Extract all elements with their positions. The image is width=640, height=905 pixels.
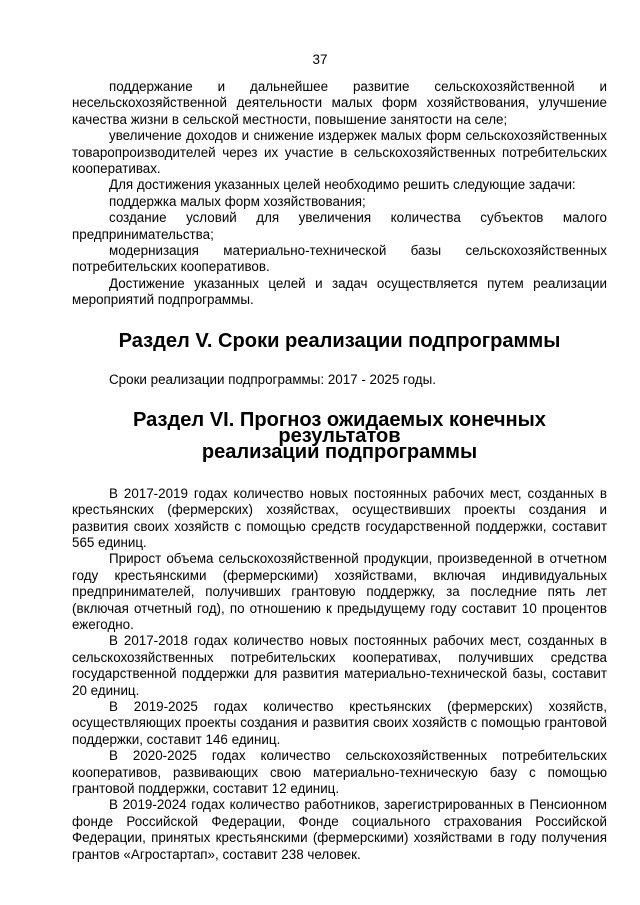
- paragraph: В 2019-2024 годах количество работников, зарегистрированных в Пенсионном фонде Российской Федерации, Фонде социального страхования Российской Федерации, принятых крестьянскими (фермерскими) хозяйствами в году получения грантов «Агростартап», составит 238 человек.: [72, 797, 607, 862]
- paragraph: Прирост объема сельскохозяйственной продукции, произведенной в отчетном году крестьянскими (фермерскими) хозяйствами, включая индивидуальных предпринимателей, получившиx грантовую поддержку, за последние пять лет (включая отчетный год), по отношению к предыдущему году составит 10 процентов ежегодно.: [72, 551, 607, 632]
- page-number: 37: [312, 52, 328, 67]
- section-6-heading: [72, 408, 607, 464]
- paragraph: поддержание и дальнейшее развитие сельскохозяйственной и несельскохозяйственной деятельности малых форм хозяйствования, улучшение качества жизни в сельской местности, повышение занятости на селе;: [72, 79, 607, 127]
- section-5-heading: Раздел V. Сроки реализации подпрограммы: [118, 329, 561, 352]
- section-6-body: [72, 486, 607, 863]
- paragraph: модернизация материально-технической базы сельскохозяйственных потребительских кооперативов.: [72, 243, 607, 275]
- paragraph: Достижение указанных целей и задач осуществляется путем реализации мероприятий подпрограммы.: [72, 275, 607, 308]
- paragraph: Для достижения указанных целей необходимо решить следующие задачи:: [109, 177, 576, 193]
- document-body: [72, 79, 607, 863]
- paragraph: В 2017-2018 годах количество новых постоянных рабочих мест, созданных в сельскохозяйственных потребительских кооперативах, получивших средства государственной поддержки для развития материально-технической базы, составит 20 единиц.: [72, 633, 607, 698]
- paragraph: В 2019-2025 годах количество крестьянских (фермерских) хозяйств, осуществляющих проекты создания и развития своих хозяйств с помощью грантовой поддержки, составит 146 единиц.: [72, 699, 607, 747]
- paragraph: увеличение доходов и снижение издержек малых форм сельскохозяйственных товаропроизводителей через их участие в сельскохозяйственных потребительских кооперативах.: [72, 128, 607, 177]
- paragraph: В 2020-2025 годах количество сельскохозяйственных потребительских кооперативов, развивающих свою материально-техническую базу с помощью грантовой поддержки, составит 12 единиц.: [72, 748, 607, 797]
- paragraph: В 2017-2019 годах количество новых постоянных рабочих мест, созданных в крестьянских (фермерских) хозяйствах, осуществивших проекты создания и развития своих хозяйств с помощью средств государственной поддержки, составит 565 единиц.: [72, 485, 607, 550]
- section-6-heading-line-2: реализации подпрограммы: [201, 441, 478, 464]
- section-6-heading-line-1: Раздел VI. Прогноз ожидаемых конечных результатов: [133, 408, 546, 447]
- paragraph: поддержка малых форм хозяйствования;: [109, 193, 366, 209]
- paragraph: создание условий для увеличения количества субъектов малого предпринимательства;: [72, 210, 607, 242]
- section-5-text: Сроки реализации подпрограммы: 2017 - 2025 годы.: [109, 372, 436, 388]
